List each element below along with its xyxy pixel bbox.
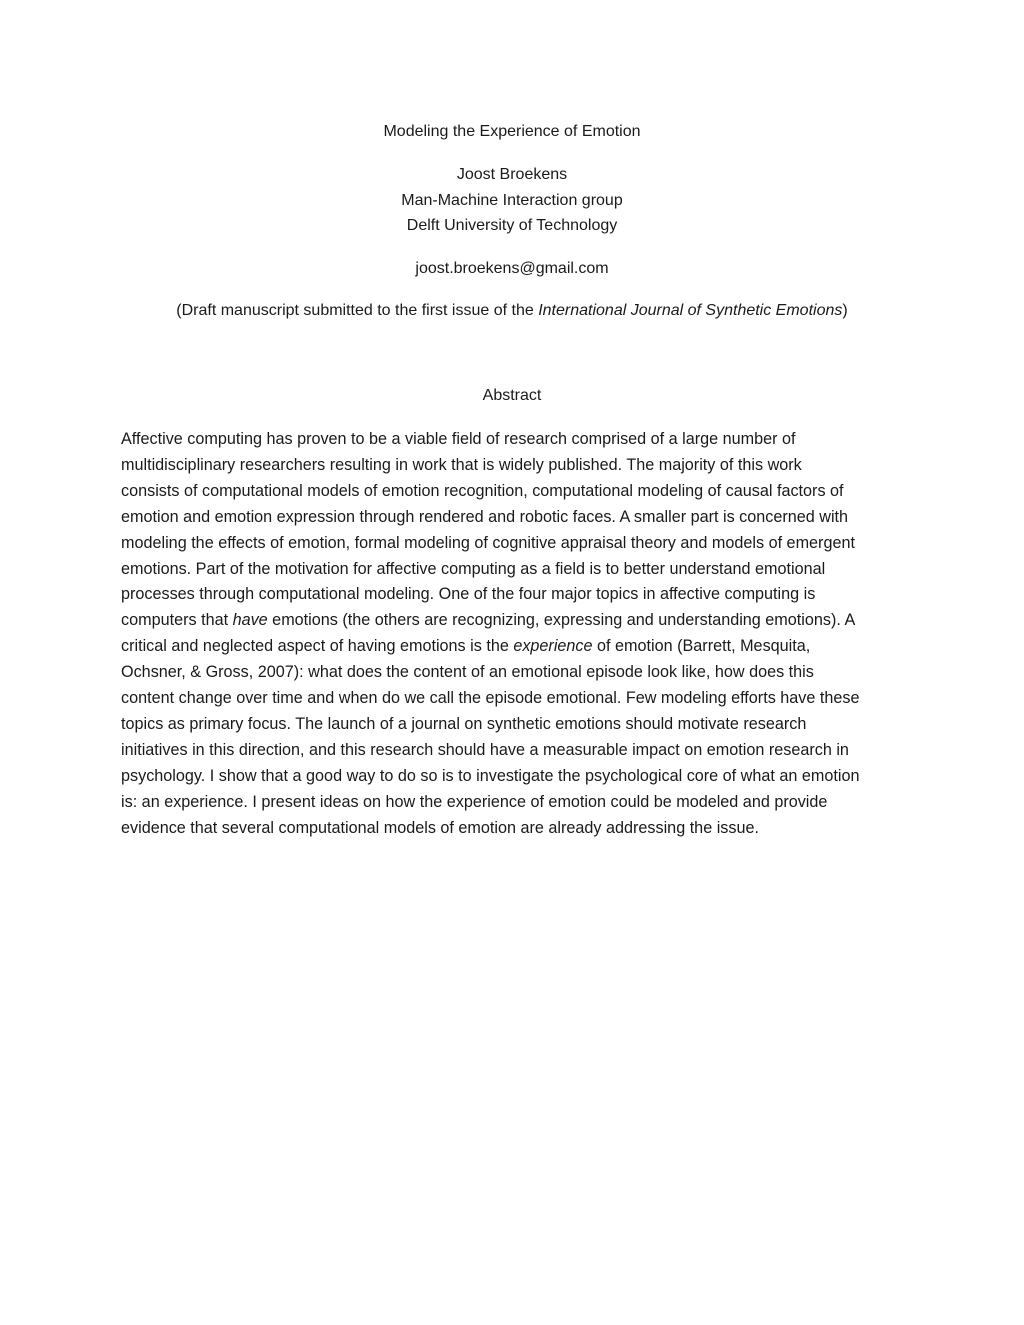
abstract-line: Affective computing has proven to be a viable field of research comprised of a large number of [121,430,796,448]
abstract-line: emotions. Part of the motivation for affective computing as a field is to better understand emotional [121,559,826,578]
author-university: Delft University of Technology [406,217,618,234]
abstract-line: processes through computational modeling. One of the four major topics in affective computing is [121,585,816,604]
abstract-line [121,608,911,634]
abstract-emphasis: experience [513,637,593,656]
abstract-line: multidisciplinary researchers resulting in work that is widely published. The majority of this work [121,455,802,474]
abstract-line [121,634,911,660]
abstract-body [121,427,911,842]
abstract-line: topics as primary focus. The launch of a journal on synthetic emotions should motivate research [121,714,807,733]
submission-note-suffix: ) [842,302,848,319]
abstract-line: is: an experience. I present ideas on how the experience of emotion could be modeled and provide [121,792,828,811]
abstract-line: emotion and emotion expression through rendered and robotic faces. A smaller part is concerned with [121,507,849,526]
abstract-emphasis: have [232,611,268,630]
abstract-line-part: critical and neglected aspect of having emotions is the [121,637,514,656]
journal-name: International Journal of Synthetic Emotions [538,302,843,319]
abstract-line: psychology. I show that a good way to do so is to investigate the psychological core of what an emotion [121,766,860,785]
abstract-line: Ochsner, & Gross, 2007): what does the content of an emotional episode look like, how does this [121,663,814,682]
author-email: joost.broekens@gmail.com [415,260,609,277]
abstract-line-part: of emotion (Barrett, Mesquita, [592,637,811,656]
abstract-line: content change over time and when do we call the episode emotional. Few modeling efforts have these [121,689,860,708]
paper-title: Modeling the Experience of Emotion [383,123,641,140]
author-group: Man-Machine Interaction group [401,192,623,209]
abstract-heading: Abstract [482,387,542,404]
abstract-line-part: emotions (the others are recognizing, expressing and understanding emotions). A [267,611,856,630]
abstract-line-part: computers that [121,611,233,630]
author-name: Joost Broekens [456,166,568,183]
abstract-line: modeling the effects of emotion, formal modeling of cognitive appraisal theory and models of emergent [121,533,855,552]
submission-note [0,301,1024,321]
abstract-line: initiatives in this direction, and this research should have a measurable impact on emotion research in [121,740,849,759]
abstract-line: evidence that several computational models of emotion are already addressing the issue. [121,818,759,837]
submission-note-prefix: (Draft manuscript submitted to the first issue of the [176,302,539,319]
abstract-line: consists of computational models of emotion recognition, computational modeling of causal factors of [121,481,844,500]
